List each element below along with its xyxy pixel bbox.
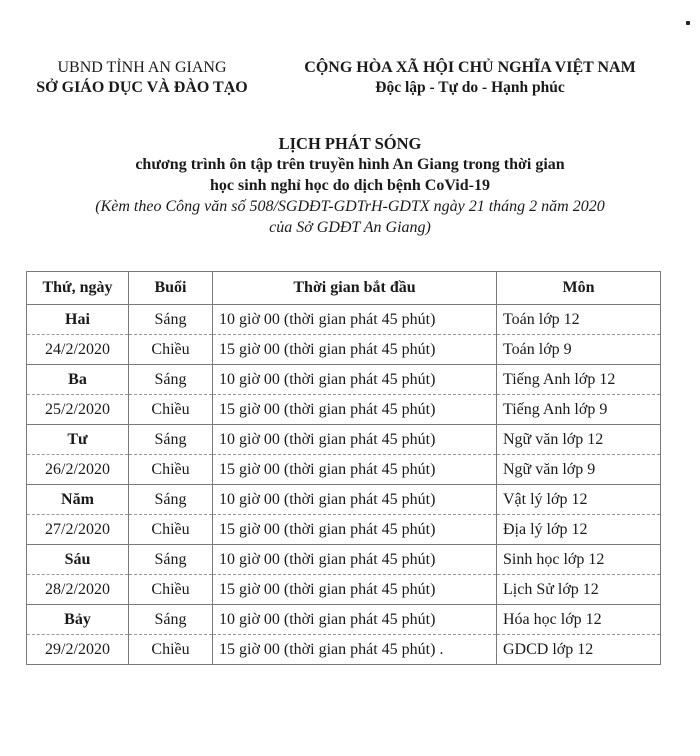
day-date: 24/2/2020 [27,335,129,365]
start-time: 15 giờ 00 (thời gian phát 45 phút) [213,575,497,605]
session: Sáng [129,485,213,515]
start-time: 10 giờ 00 (thời gian phát 45 phút) [213,305,497,335]
start-time: 15 giờ 00 (thời gian phát 45 phút) [213,335,497,365]
subject: Ngữ văn lớp 12 [497,425,661,455]
table-row [27,305,661,335]
session: Chiều [129,335,213,365]
subject: Sinh học lớp 12 [497,545,661,575]
start-time: 15 giờ 00 (thời gian phát 45 phút) [213,515,497,545]
session: Sáng [129,365,213,395]
issuer-header [22,58,262,98]
national-motto-header [270,58,670,98]
issuer-line-1: UBND TỈNH AN GIANG [57,59,227,76]
day-date: 29/2/2020 [27,635,129,665]
day-name: Ba [27,365,129,395]
table-row [27,605,661,635]
table-row [27,395,661,425]
motto: Độc lập - Tự do - Hạnh phúc [375,79,565,96]
session: Chiều [129,635,213,665]
session: Sáng [129,545,213,575]
session: Chiều [129,515,213,545]
day-date: 27/2/2020 [27,515,129,545]
table-row [27,575,661,605]
session: Sáng [129,605,213,635]
subject: Lịch Sử lớp 12 [497,575,661,605]
start-time: 10 giờ 00 (thời gian phát 45 phút) [213,605,497,635]
session: Chiều [129,395,213,425]
subject: Toán lớp 9 [497,335,661,365]
session: Sáng [129,305,213,335]
table-row [27,635,661,665]
table-row [27,335,661,365]
table-row [27,545,661,575]
day-name: Năm [27,485,129,515]
session: Chiều [129,575,213,605]
start-time: 15 giờ 00 (thời gian phát 45 phút) [213,395,497,425]
title-line-2: chương trình ôn tập trên truyền hình An Giang trong thời gian [135,156,565,173]
day-date: 25/2/2020 [27,395,129,425]
table-header-row [27,272,661,305]
start-time: 10 giờ 00 (thời gian phát 45 phút) [213,485,497,515]
start-time: 10 giờ 00 (thời gian phát 45 phút) [213,365,497,395]
day-date: 28/2/2020 [27,575,129,605]
day-name: Bảy [27,605,129,635]
start-time: 10 giờ 00 (thời gian phát 45 phút) [213,545,497,575]
document-title-block [40,133,660,238]
table-row [27,515,661,545]
header-session: Buổi [129,272,213,305]
subject: Vật lý lớp 12 [497,485,661,515]
reference-line-2: của Sở GDĐT An Giang) [269,219,431,236]
reference-line-1: (Kèm theo Công văn số 508/SGDĐT-GDTrH-GDTX ngày 21 tháng 2 năm 2020 [95,198,605,215]
subject: Tiếng Anh lớp 9 [497,395,661,425]
day-name: Hai [27,305,129,335]
table-row [27,455,661,485]
start-time: 15 giờ 00 (thời gian phát 45 phút) . [213,635,497,665]
issuer-line-2: SỞ GIÁO DỤC VÀ ĐÀO TẠO [36,79,248,96]
subject: Địa lý lớp 12 [497,515,661,545]
day-name: Tư [27,425,129,455]
subject: Tiếng Anh lớp 12 [497,365,661,395]
session: Chiều [129,455,213,485]
document-title: LỊCH PHÁT SÓNG [278,134,422,153]
session: Sáng [129,425,213,455]
table-row [27,485,661,515]
start-time: 10 giờ 00 (thời gian phát 45 phút) [213,425,497,455]
header-subject: Môn [497,272,661,305]
nation-name: CỘNG HÒA XÃ HỘI CHỦ NGHĨA VIỆT NAM [304,59,636,76]
header-start-time: Thời gian bắt đầu [213,272,497,305]
table-row [27,365,661,395]
header-day: Thứ, ngày [27,272,129,305]
title-line-3: học sinh nghỉ học do dịch bệnh CoVid-19 [210,177,490,194]
schedule-table [26,271,661,665]
day-name: Sáu [27,545,129,575]
start-time: 15 giờ 00 (thời gian phát 45 phút) [213,455,497,485]
table-row [27,425,661,455]
day-date: 26/2/2020 [27,455,129,485]
subject: Ngữ văn lớp 9 [497,455,661,485]
subject: Hóa học lớp 12 [497,605,661,635]
subject: GDCD lớp 12 [497,635,661,665]
corner-dot [686,21,690,25]
subject: Toán lớp 12 [497,305,661,335]
